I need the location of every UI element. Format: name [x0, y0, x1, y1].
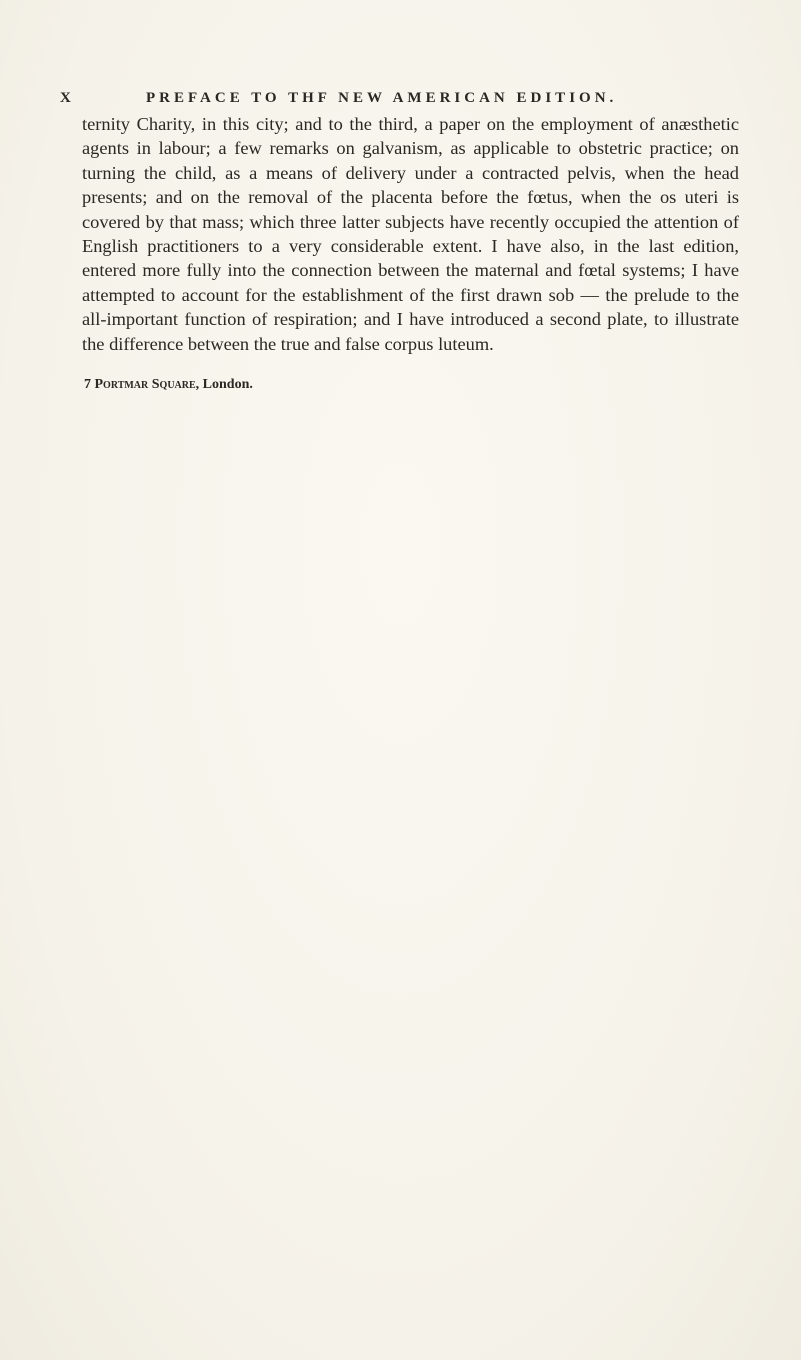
signature-address	[84, 377, 253, 393]
header-title: PREFACE TO THF NEW AMERICAN EDITION.	[146, 90, 618, 106]
page-number: X	[60, 90, 75, 106]
body-paragraph: ternity Charity, in this city; and to the third, a paper on the employment of anæsthetic agents in labour; a few remarks on galvanism, as applicable to obstetric practice; on turning the child, as a means of delivery under a contracted pelvis, when the head presents; and on the removal of the placenta before the fœtus, when the os uteri is covered by that mass; which three latter subjects have recently occupied the attention of English practitioners to a very considerable extent. I have also, in the last edition, entered more fully into the connection between the maternal and fœtal systems; I have attempted to account for the establishment of the first drawn sob — the prelude to the all-important function of respiration; and I have introduced a second plate, to illustrate the difference between the true and false corpus luteum.	[82, 114, 739, 354]
running-header	[60, 90, 740, 112]
signature-city: London.	[202, 377, 253, 392]
signature-street: Portmar Square,	[94, 377, 200, 392]
signature-number: 7	[84, 377, 91, 392]
